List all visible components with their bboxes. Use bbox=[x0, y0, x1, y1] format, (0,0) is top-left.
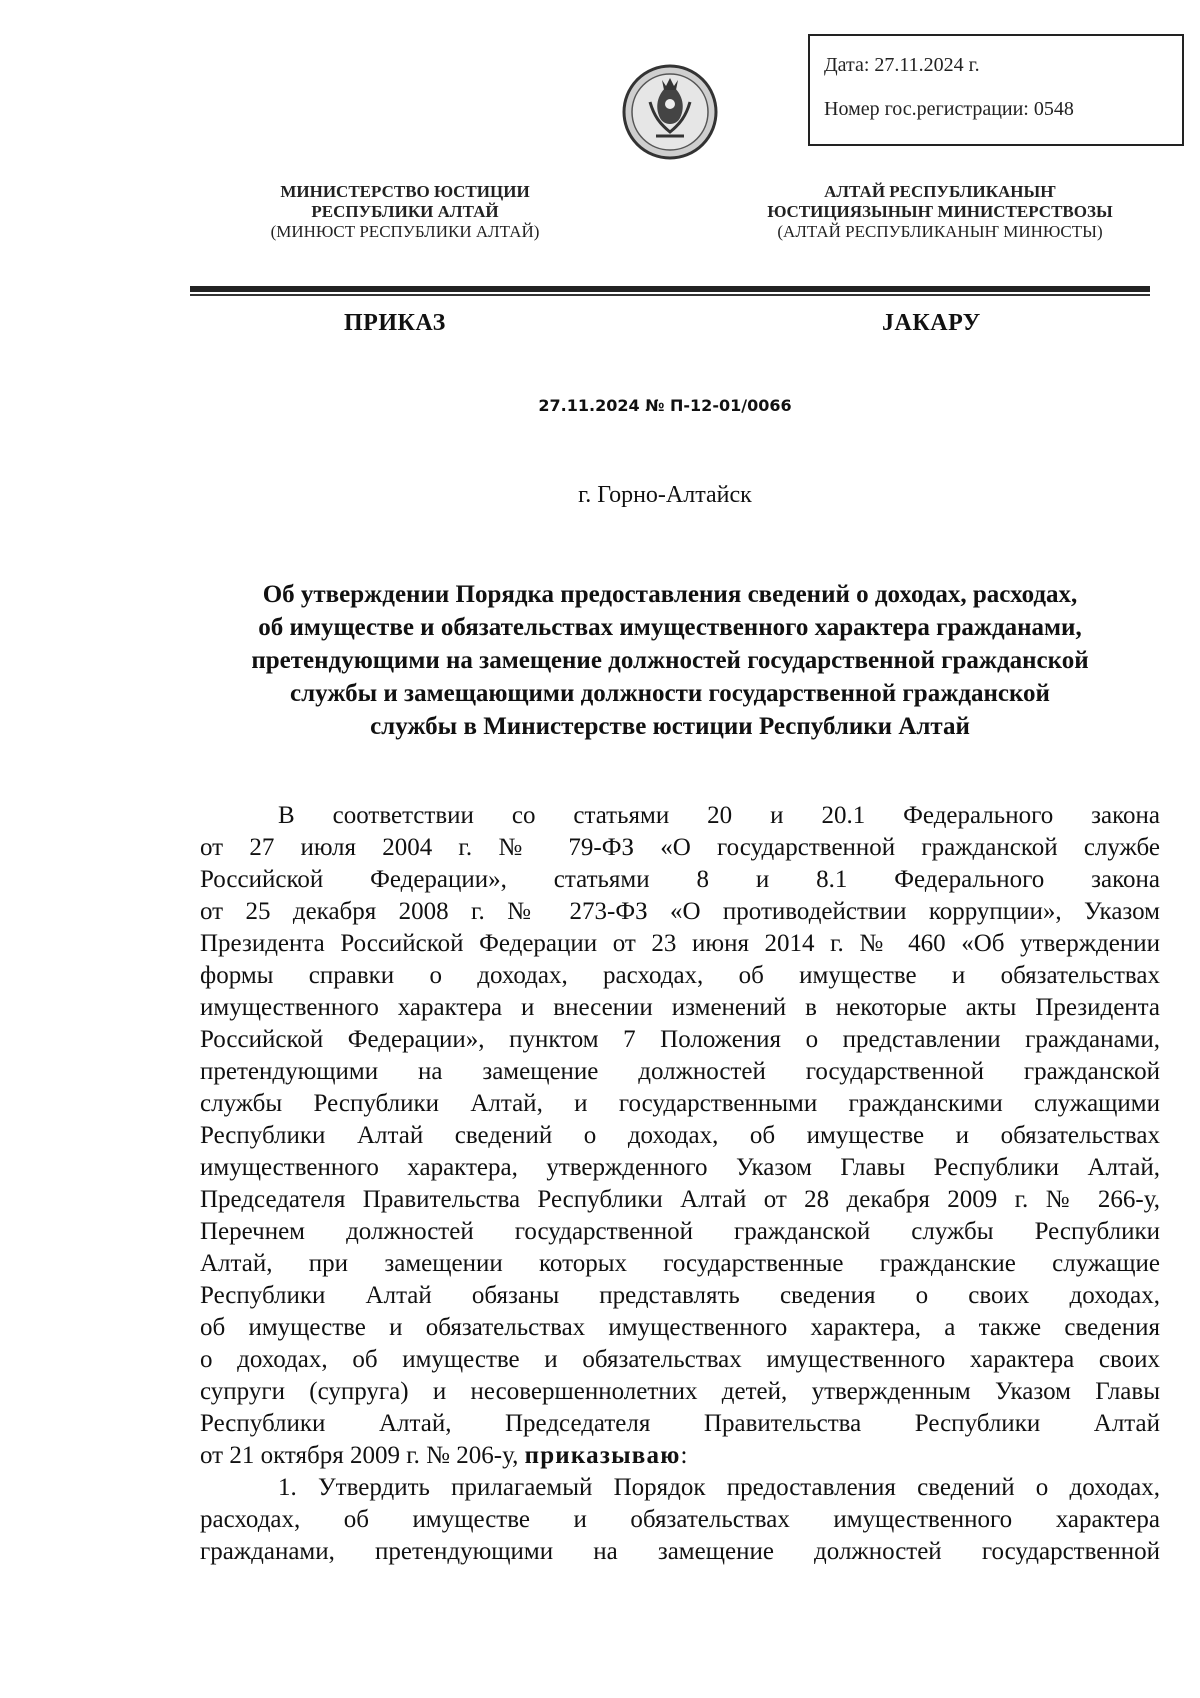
header-divider bbox=[190, 286, 1150, 292]
document-heading bbox=[190, 578, 1150, 743]
body-line: Республики Алтай, Председателя Правительства Республики Алтай bbox=[200, 1410, 1160, 1437]
body-line: Республики Алтай сведений о доходах, об имуществе и обязательствах bbox=[200, 1122, 1160, 1149]
body-line: имущественного характера и внесении изменений в некоторые акты Президента bbox=[200, 994, 1160, 1021]
city: г. Горно-Алтайск bbox=[578, 482, 752, 508]
header-divider-thin bbox=[190, 294, 1150, 296]
document-body bbox=[200, 800, 1160, 1568]
heading-line: службы и замещающими должности государственной гражданской bbox=[290, 680, 1050, 707]
body-line: имущественного характера, утвержденного Указом Главы Республики Алтай, bbox=[200, 1154, 1160, 1181]
body-line: В соответствии со статьями 20 и 20.1 Федерального закона bbox=[278, 802, 1160, 829]
heading-line: об имуществе и обязательствах имущественного характера гражданами, bbox=[258, 614, 1082, 641]
body-line: Перечнем должностей государственной гражданской службы Республики bbox=[200, 1218, 1160, 1245]
body-line: расходах, об имуществе и обязательствах имущественного характера bbox=[200, 1506, 1160, 1533]
body-line: формы справки о доходах, расходах, об имуществе и обязательствах bbox=[200, 962, 1160, 989]
doc-type-russian: ПРИКАЗ bbox=[344, 310, 446, 336]
body-line: Российской Федерации», статьями 8 и 8.1 Федерального закона bbox=[200, 866, 1160, 893]
body-line: гражданами, претендующими на замещение должностей государственной bbox=[200, 1538, 1160, 1565]
body-line: Президента Российской Федерации от 23 июня 2014 г. № 460 «Об утверждении bbox=[200, 930, 1160, 957]
registration-stamp bbox=[808, 34, 1184, 146]
body-line: от 25 декабря 2008 г. № 273-ФЗ «О противодействии коррупции», Указом bbox=[200, 898, 1160, 925]
heading-line: претендующими на замещение должностей государственной гражданской bbox=[251, 647, 1089, 674]
body-line: об имуществе и обязательствах имущественного характера, а также сведения bbox=[200, 1314, 1160, 1341]
registration-number: Номер гос.регистрации: 0548 bbox=[824, 98, 1074, 120]
body-line: претендующими на замещение должностей государственной гражданской bbox=[200, 1058, 1160, 1085]
body-line: супруги (супруга) и несовершеннолетних детей, утвержденным Указом Главы bbox=[200, 1378, 1160, 1405]
body-line-order: от 21 октября 2009 г. № 206-у, приказываю: bbox=[200, 1442, 688, 1469]
body-line: Алтай, при замещении которых государственные гражданские служащие bbox=[200, 1250, 1160, 1277]
body-line: Республики Алтай обязаны представлять сведения о своих доходах, bbox=[200, 1282, 1160, 1309]
order-number: 27.11.2024 № П-12-01/0066 bbox=[538, 396, 792, 415]
body-line: 1. Утвердить прилагаемый Порядок предоставления сведений о доходах, bbox=[278, 1474, 1160, 1501]
body-line: Российской Федерации», пунктом 7 Положения о представлении гражданами, bbox=[200, 1026, 1160, 1053]
coat-of-arms-emblem bbox=[620, 62, 720, 162]
doc-type-altai: ЈАКАРУ bbox=[882, 310, 981, 336]
body-line: Председателя Правительства Республики Алтай от 28 декабря 2009 г. № 266-у, bbox=[200, 1186, 1160, 1213]
heading-line: Об утверждении Порядка предоставления сведений о доходах, расходах, bbox=[262, 581, 1078, 608]
body-line: о доходах, об имуществе и обязательствах имущественного характера своих bbox=[200, 1346, 1160, 1373]
body-line: от 27 июля 2004 г. № 79-ФЗ «О государственной гражданской службе bbox=[200, 834, 1160, 861]
heading-line: службы в Министерстве юстиции Республики Алтай bbox=[370, 713, 970, 740]
ministry-header-altai: АЛТАЙ РЕСПУБЛИКАНЫҤ ЮСТИЦИЯЗЫНЫҤ МИНИСТЕРСТВОЗЫ (АЛТАЙ РЕСПУБЛИКАНЫҤ МИНЮСТЫ) bbox=[767, 182, 1113, 241]
order-keyword: приказываю bbox=[524, 1442, 681, 1469]
ministry-header-russian: МИНИСТЕРСТВО ЮСТИЦИИ РЕСПУБЛИКИ АЛТАЙ (МИНЮСТ РЕСПУБЛИКИ АЛТАЙ) bbox=[270, 182, 540, 241]
body-line: службы Республики Алтай, и государственными гражданскими служащими bbox=[200, 1090, 1160, 1117]
registration-date: Дата: 27.11.2024 г. bbox=[824, 54, 980, 76]
